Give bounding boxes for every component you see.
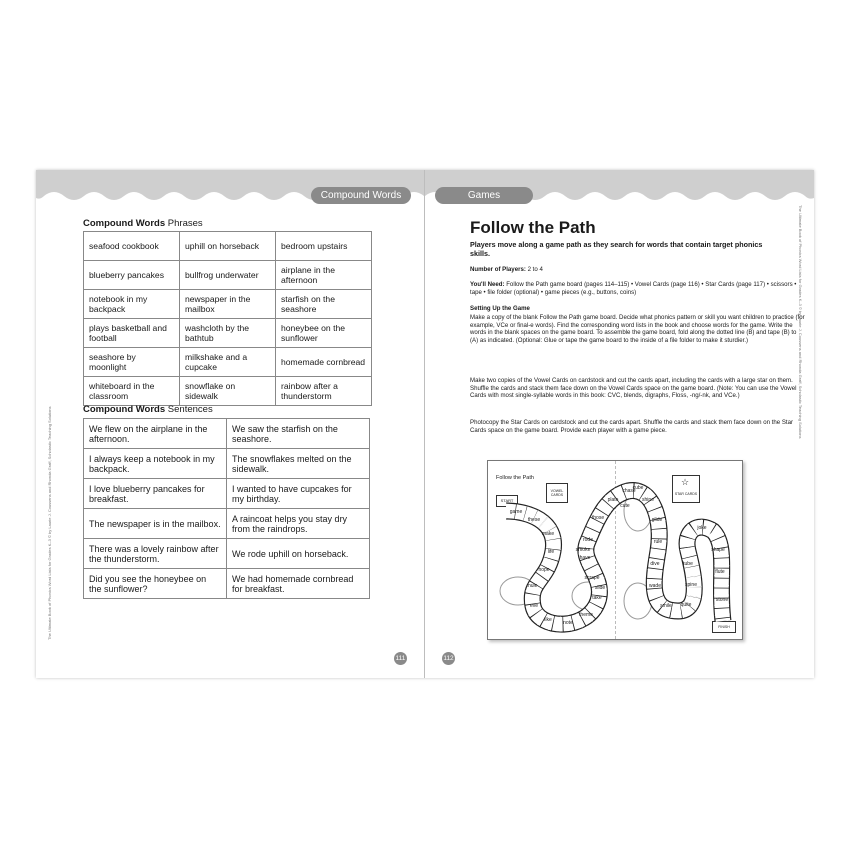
table-cell: plays basketball and football (84, 319, 180, 348)
copyright-credit: The Ultimate Book of Phonics Word Lists for Grades K–3 © by Laurie J. Coussens and Rhonda Graff, Scholastic Teaching Solutions (47, 406, 52, 640)
intro-text: Players move along a game path as they search for words that contain target phonics skills. (470, 240, 763, 258)
sentences-title: Compound Words Sentences (83, 404, 213, 415)
players-line: Number of Players: 2 to 4 (470, 266, 543, 273)
board-word: dive (650, 561, 660, 567)
setup-paragraph-3: Photocopy the Star Cards on cardstock and cut the cards apart. Shuffle the cards and stack them face down on the Star Cards space on the game board. Provide each player with a game piece. (470, 419, 794, 434)
table-cell: uphill on horseback (180, 232, 276, 261)
copyright-credit: The Ultimate Book of Phonics Word Lists for Grades K–3 © by Laurie J. Coussens and Rhonda Graff, Scholastic Teaching Solutions (798, 205, 803, 439)
table-cell: Did you see the honeybee on the sunflower? (84, 569, 227, 599)
board-word: take (592, 595, 602, 601)
table-row (84, 449, 370, 479)
table-cell: seashore by moonlight (84, 348, 180, 377)
table-row (84, 319, 372, 348)
star-icon: ☆ (681, 477, 690, 487)
table-cell: I always keep a notebook in my backpack. (84, 449, 227, 479)
header-tab: Games (435, 187, 533, 204)
table-cell: starfish on the seashore (276, 290, 372, 319)
board-word: stone (715, 597, 729, 603)
page-number: 111 (394, 652, 407, 665)
game-board-image (487, 460, 743, 640)
finish-space: FINISH (712, 621, 736, 633)
page-title: Follow the Path (470, 218, 596, 237)
board-word: cute (620, 503, 630, 509)
table-row (84, 479, 370, 509)
header-tab: Compound Words (311, 187, 411, 204)
board-word: cube (632, 485, 644, 491)
table-cell: newspaper in the mailbox (180, 290, 276, 319)
table-cell: We saw the starfish on the seashore. (227, 419, 370, 449)
table-row (84, 569, 370, 599)
table-row (84, 290, 372, 319)
board-word: scrape (584, 575, 600, 581)
book-spread (36, 170, 814, 678)
board-word: rode (582, 537, 594, 543)
table-cell: notebook in my backpack (84, 290, 180, 319)
board-path (488, 461, 742, 639)
board-word: shine (642, 497, 654, 503)
board-word: game (509, 509, 523, 515)
board-title: Follow the Path (496, 475, 534, 481)
right-page (425, 170, 814, 678)
start-space: START (496, 495, 518, 507)
table-cell: A raincoat helps you stay dry from the raindrops. (227, 509, 370, 539)
board-word: theme (579, 612, 593, 618)
table-cell: seafood cookbook (84, 232, 180, 261)
table-cell: bullfrog underwater (180, 261, 276, 290)
table-cell: airplane in the afternoon (276, 261, 372, 290)
table-cell: rainbow after a thunderstorm (276, 377, 372, 406)
phrases-title: Compound Words Phrases (83, 218, 203, 229)
board-word: slide (594, 585, 606, 591)
board-word: like (544, 617, 552, 623)
table-row (84, 419, 370, 449)
table-cell: whiteboard in the classroom (84, 377, 180, 406)
board-word: eve (529, 603, 539, 609)
sentences-table (83, 418, 370, 599)
table-cell: washcloth by the bathtub (180, 319, 276, 348)
board-word: joke (697, 525, 707, 531)
board-word: spine (685, 582, 697, 588)
table-cell: The newspaper is in the mailbox. (84, 509, 227, 539)
table-cell: milkshake and a cupcake (180, 348, 276, 377)
star-cards-space: STAR CARDS (672, 475, 700, 503)
board-word: make (541, 531, 555, 537)
table-cell: homemade cornbread (276, 348, 372, 377)
table-row (84, 232, 372, 261)
board-word: flute (715, 569, 725, 575)
left-page (36, 170, 425, 678)
table-row (84, 261, 372, 290)
board-word: these (527, 517, 541, 523)
board-word: life (547, 549, 555, 555)
setup-paragraph-2: Make two copies of the Vowel Cards on cardstock and cut the cards apart, including the cards with a large star on them. Shuffle the cards and stack them face down on the Vowel Cards space on the game board. (Note: You can use the Vowel Cards with most single-syllable words in this book: CVC, blends, digraphs, Floss, -ng/-nk, and VCe.) (470, 377, 797, 400)
table-row (84, 377, 372, 406)
board-word: smoke (575, 547, 591, 553)
board-word: glide (651, 517, 663, 523)
board-word: those (591, 515, 605, 521)
board-word: shape (711, 547, 725, 553)
board-word: chase (622, 488, 636, 494)
board-word: have (579, 555, 591, 561)
board-word: smile (660, 603, 672, 609)
table-cell: blueberry pancakes (84, 261, 180, 290)
table-cell: honeybee on the sunflower (276, 319, 372, 348)
table-row (84, 539, 370, 569)
table-cell: The snowflakes melted on the sidewalk. (227, 449, 370, 479)
board-word: mule (526, 583, 538, 589)
table-cell: I love blueberry pancakes for breakfast. (84, 479, 227, 509)
page-number: 112 (442, 652, 455, 665)
setup-heading: Setting Up the Game (470, 305, 530, 312)
table-cell: We rode uphill on horseback. (227, 539, 370, 569)
table-cell: There was a lovely rainbow after the thunderstorm. (84, 539, 227, 569)
table-cell: snowflake on sidewalk (180, 377, 276, 406)
board-word: hope (538, 567, 550, 573)
board-word: rule (653, 539, 663, 545)
needs-line: You'll Need: Follow the Path game board (pages 114–115) • Vowel Cards (page 116) • Star Cards (page 117) • scissors • tape • file folder (optional) • game pieces (e.g., buttons, coins) (470, 281, 797, 296)
table-cell: We had homemade cornbread for breakfast. (227, 569, 370, 599)
table-cell: We flew on the airplane in the afternoon. (84, 419, 227, 449)
table-cell: bedroom upstairs (276, 232, 372, 261)
board-word: quite (680, 602, 692, 608)
board-word: tube (683, 561, 693, 567)
table-row (84, 509, 370, 539)
table-cell: I wanted to have cupcakes for my birthday. (227, 479, 370, 509)
vowel-cards-space: VOWEL CARDS (546, 483, 568, 503)
board-word: note (563, 620, 573, 626)
setup-paragraph-1: Make a copy of the blank Follow the Path game board. Decide what phonics pattern or skill you want children to practice (for example, VCe or final-e words). Find the corresponding word lists in the book and choose words for the game. Write the words in the blank spaces on the game board. To assemble the game board, fold along the dotted line (B) and tape (B) to (A) as indicated. (Optional: Glue or tape the game board to the inside of a file folder to make it sturdier.) (470, 314, 805, 344)
table-row (84, 348, 372, 377)
board-word: wade (649, 583, 661, 589)
phrases-table (83, 231, 372, 406)
board-word: plate (607, 497, 619, 503)
